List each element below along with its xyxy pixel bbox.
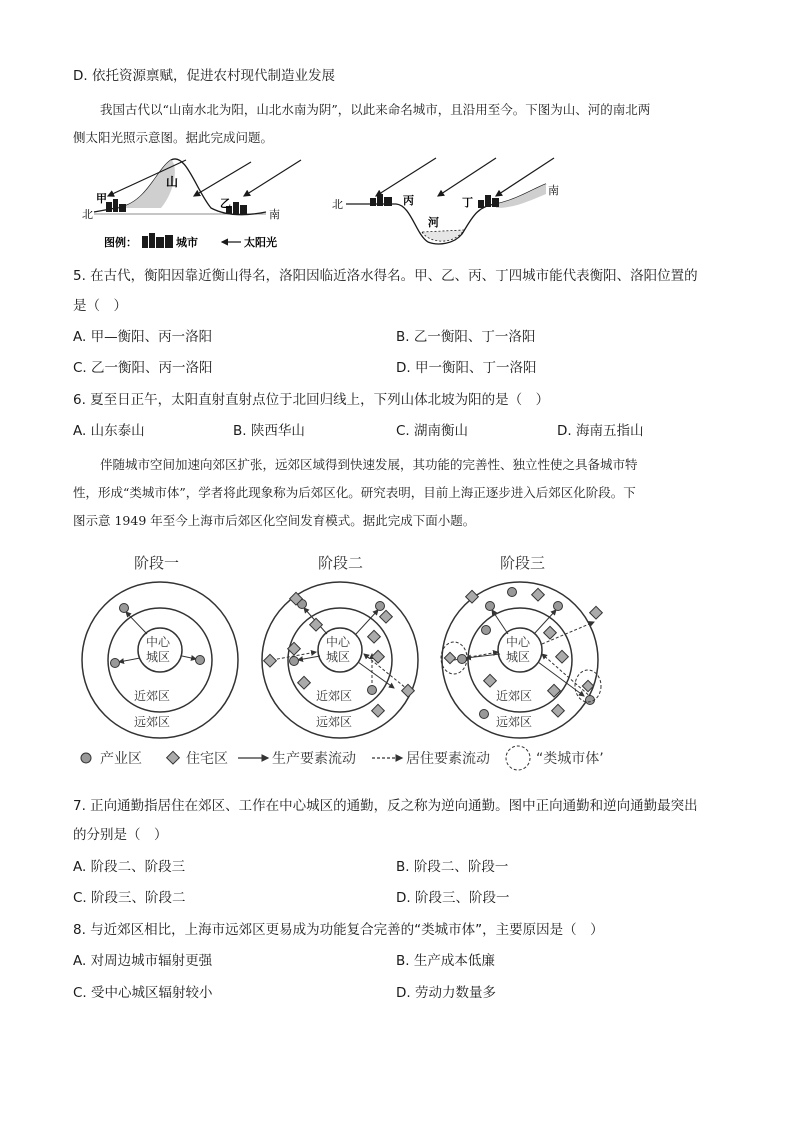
q7-stem-line1: 7. 正向通勤指居住在郊区、工作在中心城区的通勤，反之称为逆向通勤。图中正向通勤和逆向通勤最突出	[73, 798, 698, 814]
stage-one-panel	[82, 554, 238, 738]
stage-three-center-line2: 城区	[506, 650, 531, 664]
stage-one-center-line1: 中心	[146, 635, 171, 649]
city-ding-label: 丁	[462, 196, 473, 209]
city-bing-icon	[370, 194, 392, 206]
left-south-label: 南	[269, 208, 280, 221]
q7-option-d[interactable]: D. 阶段三、阶段一	[396, 890, 510, 906]
left-north-label: 北	[82, 208, 93, 221]
stage-three-outer-ring-label: 远郊区	[496, 715, 533, 729]
q8-option-a[interactable]: A. 对周边城市辐射更强	[73, 953, 213, 969]
q5-option-a[interactable]: A. 甲—衡阳、丙一洛阳	[73, 329, 213, 345]
q7-option-b[interactable]: B. 阶段二、阶段一	[396, 859, 509, 875]
legend-residential-label: 住宅区	[186, 751, 228, 767]
legend-city-label: 城市	[176, 236, 198, 249]
stage-two-title: 阶段二	[318, 554, 364, 572]
q7-option-c[interactable]: C. 阶段三、阶段二	[73, 890, 186, 906]
passage1-line1: 我国古代以“山南水北为阳，山北水南为阴”，以此来命名城市，且沿用至今。下图为山、河的南北两	[100, 102, 651, 117]
stage-one-title: 阶段一	[134, 554, 180, 572]
q8-option-d[interactable]: D. 劳动力数量多	[396, 985, 496, 1001]
q5-stem-line2: 是（ ）	[73, 298, 127, 314]
sunlight-diagram	[76, 150, 566, 255]
city-ding-icon	[478, 195, 499, 208]
q6-stem: 6. 夏至日正午，太阳直射直射点位于北回归线上，下列山体北坡为阳的是（ ）	[73, 392, 550, 408]
city-jia-label: 甲	[96, 192, 107, 205]
city-yi-label: 乙	[220, 197, 231, 210]
q6-option-c[interactable]: C. 湖南衡山	[396, 423, 469, 439]
legend-city-like-label: “类城市体’	[536, 751, 604, 767]
passage2-line1: 伴随城市空间加速向郊区扩张，远郊区域得到快速发展，其功能的完善性、独立性使之具备城市特	[100, 457, 638, 472]
legend-residential-flow-label: 居住要素流动	[406, 751, 490, 767]
q5-option-b[interactable]: B. 乙一衡阳、丁一洛阳	[396, 329, 536, 345]
legend-residential-icon	[167, 751, 180, 764]
stage-three-panel	[441, 554, 602, 738]
right-north-label: 北	[332, 198, 343, 211]
q8-stem: 8. 与近郊区相比，上海市远郊区更易成为功能复合完善的“类城市体”，主要原因是（ ）	[73, 922, 604, 938]
legend-sunlight-label: 太阳光	[244, 236, 277, 249]
q5-option-d[interactable]: D. 甲一衡阳、丁一洛阳	[396, 360, 537, 376]
legend-industrial-label: 产业区	[100, 751, 142, 767]
legend-city-like-icon	[506, 746, 530, 770]
passage2-line3: 图示意 1949 年至今上海市后郊区化空间发育模式。据此完成下面小题。	[73, 513, 476, 528]
figure2-legend	[81, 746, 604, 770]
river-diagram	[332, 158, 559, 244]
q5-option-c[interactable]: C. 乙一衡阳、丙一洛阳	[73, 360, 213, 376]
previous-option-d: D. 依托资源禀赋，促进农村现代制造业发展	[73, 68, 335, 84]
legend-production-label: 生产要素流动	[272, 751, 356, 767]
mountain-diagram	[82, 159, 301, 221]
right-south-label: 南	[548, 184, 559, 197]
suburbanization-diagram	[72, 548, 722, 778]
stage-one-outer-ring-label: 远郊区	[134, 715, 171, 729]
stage-two-center-line1: 中心	[326, 635, 351, 649]
legend-city-icon	[142, 233, 173, 248]
city-jia-icon	[106, 199, 126, 212]
stage-three-title: 阶段三	[500, 554, 546, 572]
stage-one-center-line2: 城区	[146, 650, 171, 664]
q6-option-d[interactable]: D. 海南五指山	[557, 423, 644, 439]
stage-two-center-line2: 城区	[326, 650, 351, 664]
q8-option-c[interactable]: C. 受中心城区辐射较小	[73, 985, 213, 1001]
passage2-line2: 性，形成“类城市体”，学者将此现象称为后郊区化。研究表明，目前上海正逐步进入后郊区化阶段。下	[73, 485, 636, 500]
passage1-line2: 侧太阳光照示意图。据此完成问题。	[73, 130, 274, 145]
figure1-legend	[104, 233, 277, 249]
q7-option-a[interactable]: A. 阶段二、阶段三	[73, 859, 186, 875]
stage-three-inner-ring-label: 近郊区	[496, 689, 533, 703]
q8-option-b[interactable]: B. 生产成本低廉	[396, 953, 495, 969]
stage-two-inner-ring-label: 近郊区	[316, 689, 353, 703]
stage-one-inner-ring-label: 近郊区	[134, 689, 171, 703]
legend-prefix: 图例：	[104, 236, 137, 249]
stage-two-panel	[262, 554, 418, 738]
q5-stem-line1: 5. 在古代，衡阳因靠近衡山得名，洛阳因临近洛水得名。甲、乙、丙、丁四城市能代表衡阳、洛阳位置的	[73, 268, 698, 284]
stage-two-outer-ring-label: 远郊区	[316, 715, 353, 729]
stage-three-center-line1: 中心	[506, 635, 531, 649]
q7-stem-line2: 的分别是（ ）	[73, 827, 168, 843]
mountain-label: 山	[166, 175, 179, 189]
river-label: 河	[428, 216, 439, 229]
q6-option-a[interactable]: A. 山东泰山	[73, 423, 145, 439]
q6-option-b[interactable]: B. 陕西华山	[233, 423, 305, 439]
legend-industrial-icon	[81, 753, 91, 763]
city-bing-label: 丙	[403, 194, 414, 207]
